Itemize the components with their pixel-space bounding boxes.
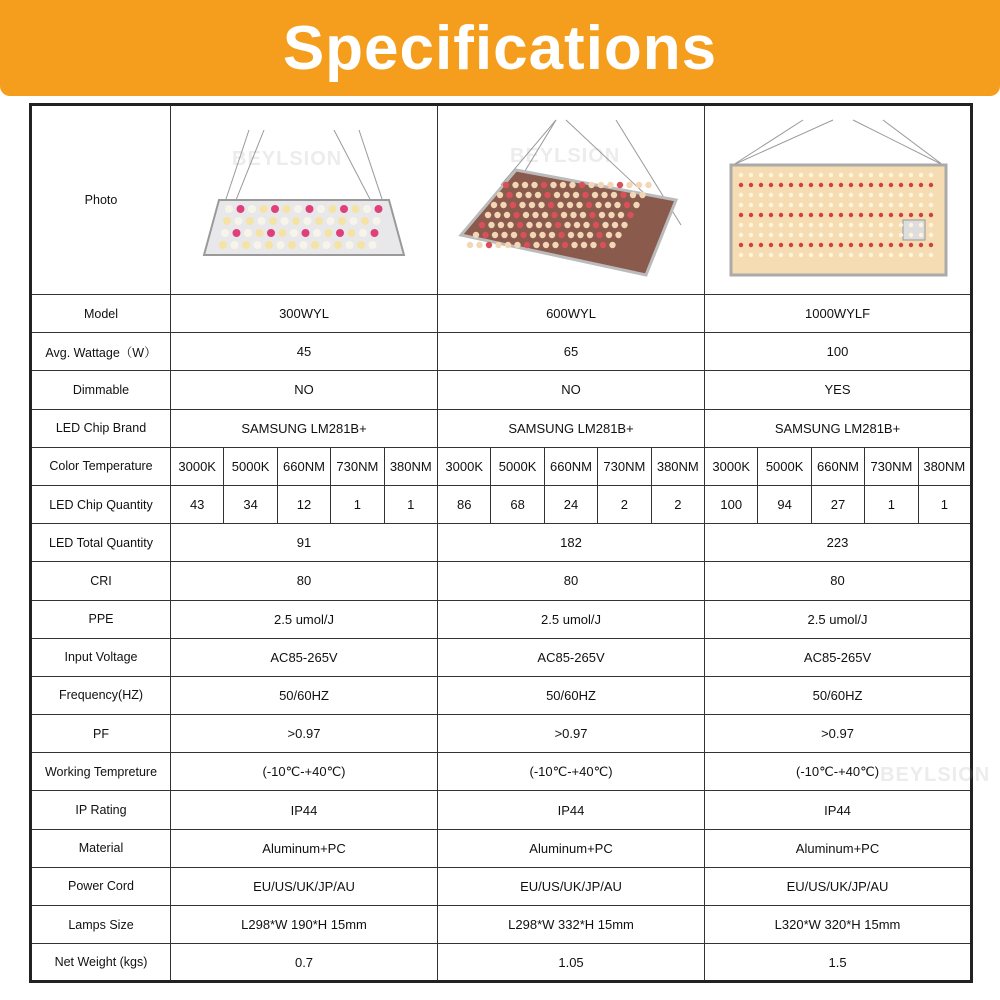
row-label: Avg. Wattage（W） — [31, 333, 171, 371]
spec-value: 34 — [224, 485, 277, 523]
spec-value: 27 — [811, 485, 864, 523]
spec-value: Aluminum+PC — [171, 829, 438, 867]
spec-value: 1000WYLF — [705, 295, 972, 333]
spec-value: 2.5 umol/J — [438, 600, 705, 638]
spec-value: SAMSUNG LM281B+ — [705, 409, 972, 447]
spec-value: 91 — [171, 524, 438, 562]
spec-value: 730NM — [331, 447, 384, 485]
spec-row — [31, 409, 972, 447]
spec-row — [31, 753, 972, 791]
spec-value: 5000K — [224, 447, 277, 485]
spec-value: 5000K — [491, 447, 544, 485]
spec-row — [31, 371, 972, 409]
row-label: Model — [31, 295, 171, 333]
product-photo-600wyl — [438, 105, 705, 295]
spec-value: 65 — [438, 333, 705, 371]
watermark-text: BEYLSION — [232, 148, 343, 170]
spec-row — [31, 676, 972, 714]
spec-value: 660NM — [277, 447, 330, 485]
spec-value: 1 — [384, 485, 437, 523]
spec-value: 43 — [171, 485, 224, 523]
spec-value: 80 — [438, 562, 705, 600]
spec-value: 380NM — [651, 447, 704, 485]
spec-value: 68 — [491, 485, 544, 523]
spec-value: NO — [171, 371, 438, 409]
spec-value: L298*W 190*H 15mm — [171, 906, 438, 944]
spec-value: IP44 — [438, 791, 705, 829]
spec-row — [31, 944, 972, 982]
spec-row — [31, 485, 972, 523]
spec-value: YES — [705, 371, 972, 409]
spec-row — [31, 715, 972, 753]
spec-value: 50/60HZ — [438, 676, 705, 714]
spec-row — [31, 524, 972, 562]
spec-value: 600WYL — [438, 295, 705, 333]
spec-value: 1.05 — [438, 944, 705, 982]
grow-light-600-image — [446, 115, 696, 285]
spec-row — [31, 333, 972, 371]
spec-value: Aluminum+PC — [705, 829, 972, 867]
spec-value: EU/US/UK/JP/AU — [438, 867, 705, 905]
spec-value: 380NM — [384, 447, 437, 485]
spec-value: NO — [438, 371, 705, 409]
spec-value: IP44 — [705, 791, 972, 829]
photo-row — [31, 105, 972, 295]
spec-value: EU/US/UK/JP/AU — [171, 867, 438, 905]
spec-value: 86 — [438, 485, 491, 523]
spec-value: 100 — [705, 485, 758, 523]
row-label: LED Total Quantity — [31, 524, 171, 562]
spec-row — [31, 600, 972, 638]
grow-light-300-image — [184, 125, 424, 275]
spec-value: 50/60HZ — [705, 676, 972, 714]
spec-row — [31, 638, 972, 676]
spec-value: L320*W 320*H 15mm — [705, 906, 972, 944]
spec-value: IP44 — [171, 791, 438, 829]
spec-value: 1.5 — [705, 944, 972, 982]
row-label: Net Weight (kgs) — [31, 944, 171, 982]
spec-row — [31, 447, 972, 485]
row-label: LED Chip Brand — [31, 409, 171, 447]
spec-value: (-10℃-+40℃) — [438, 753, 705, 791]
spec-value: 730NM — [598, 447, 651, 485]
row-label: Photo — [31, 105, 171, 295]
spec-value: EU/US/UK/JP/AU — [705, 867, 972, 905]
spec-value: 80 — [705, 562, 972, 600]
spec-value: 0.7 — [171, 944, 438, 982]
spec-value: 660NM — [544, 447, 597, 485]
spec-value: 100 — [705, 333, 972, 371]
spec-value: >0.97 — [438, 715, 705, 753]
spec-row — [31, 791, 972, 829]
spec-value: 2 — [598, 485, 651, 523]
row-label: CRI — [31, 562, 171, 600]
spec-value: 223 — [705, 524, 972, 562]
spec-value: 5000K — [758, 447, 811, 485]
spec-value: 1 — [865, 485, 918, 523]
spec-value: (-10℃-+40℃) — [171, 753, 438, 791]
spec-value: 380NM — [918, 447, 971, 485]
spec-value: Aluminum+PC — [438, 829, 705, 867]
row-label: Working Tempreture — [31, 753, 171, 791]
spec-row — [31, 295, 972, 333]
spec-value: 1 — [331, 485, 384, 523]
spec-value: >0.97 — [171, 715, 438, 753]
spec-value: 50/60HZ — [171, 676, 438, 714]
spec-value: L298*W 332*H 15mm — [438, 906, 705, 944]
spec-value: 3000K — [171, 447, 224, 485]
grow-light-1000-image — [713, 115, 963, 285]
spec-value: 45 — [171, 333, 438, 371]
spec-value: 3000K — [438, 447, 491, 485]
row-label: IP Rating — [31, 791, 171, 829]
row-label: Lamps Size — [31, 906, 171, 944]
spec-table — [29, 103, 973, 983]
watermark-text: BEYLSION — [510, 145, 621, 167]
title-banner — [0, 0, 1000, 96]
spec-value: 660NM — [811, 447, 864, 485]
spec-value: SAMSUNG LM281B+ — [438, 409, 705, 447]
spec-value: 94 — [758, 485, 811, 523]
spec-value: 80 — [171, 562, 438, 600]
spec-value: >0.97 — [705, 715, 972, 753]
row-label: Color Temperature — [31, 447, 171, 485]
spec-value: 24 — [544, 485, 597, 523]
spec-value: SAMSUNG LM281B+ — [171, 409, 438, 447]
spec-value: 2 — [651, 485, 704, 523]
spec-value: 3000K — [705, 447, 758, 485]
spec-row — [31, 829, 972, 867]
watermark-text: BEYLSION — [880, 764, 991, 786]
row-label: PF — [31, 715, 171, 753]
row-label: Power Cord — [31, 867, 171, 905]
spec-row — [31, 562, 972, 600]
page-title: Specifications — [282, 13, 718, 83]
row-label: Frequency(HZ) — [31, 676, 171, 714]
spec-value: 300WYL — [171, 295, 438, 333]
spec-row — [31, 867, 972, 905]
spec-value: 730NM — [865, 447, 918, 485]
row-label: Dimmable — [31, 371, 171, 409]
spec-value: 182 — [438, 524, 705, 562]
spec-value: (-10℃-+40℃) — [705, 753, 972, 791]
spec-value: 12 — [277, 485, 330, 523]
spec-value: AC85-265V — [438, 638, 705, 676]
spec-value: 1 — [918, 485, 971, 523]
spec-row — [31, 906, 972, 944]
spec-value: 2.5 umol/J — [171, 600, 438, 638]
row-label: Input Voltage — [31, 638, 171, 676]
spec-value: AC85-265V — [171, 638, 438, 676]
spec-value: 2.5 umol/J — [705, 600, 972, 638]
spec-value: AC85-265V — [705, 638, 972, 676]
row-label: Material — [31, 829, 171, 867]
row-label: PPE — [31, 600, 171, 638]
product-photo-1000wylf — [705, 105, 972, 295]
product-photo-300wyl — [171, 105, 438, 295]
row-label: LED Chip Quantity — [31, 485, 171, 523]
